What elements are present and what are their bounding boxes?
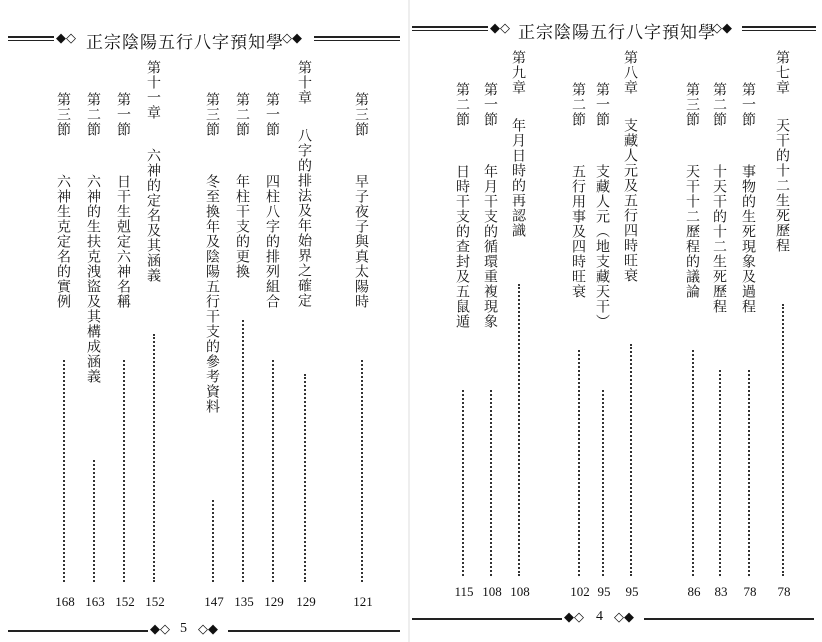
entry-title: 日干生剋定六神名稱 [115,174,131,309]
entry-page-number: 78 [743,584,757,599]
header-title: 正宗陰陽五行八字預知學 [86,33,284,53]
ornament-icon: ◇◆ [198,622,218,637]
entry-title: 年月日時的再認識 [510,118,526,238]
entry-page-number: 129 [264,594,284,609]
ornament-icon: ◇◆ [712,21,732,36]
dot-leader [719,370,721,576]
footer-rule [412,618,562,620]
chapter-label: 第九章 [510,50,526,95]
entry-page-number: 168 [55,594,75,609]
footer-rule [228,630,400,632]
entry-title: 四柱八字的排列組合 [264,174,280,309]
dot-leader [602,390,604,576]
header-rule-right [314,36,400,41]
footer-rule [8,630,148,632]
page-number: 4 [596,609,603,624]
section-label: 第一節 [482,82,498,127]
entry-page-number: 108 [510,584,530,599]
dot-leader [304,374,306,582]
dot-leader [782,304,784,576]
entry-page-number: 115 [454,584,474,599]
entry-title: 事物的生死現象及過程 [740,164,756,314]
chapter-label: 第八章 [622,50,638,95]
chapter-label: 第七章 [774,50,790,95]
dot-leader [242,320,244,582]
ornament-icon: ◆◇ [56,31,76,46]
left-page [0,0,408,642]
entry-title: 五行用事及四時旺衰 [570,164,586,299]
dot-leader [692,350,694,576]
entry-page-number: 83 [714,584,728,599]
ornament-icon: ◇◆ [282,31,302,46]
entry-title: 冬至換年及陰陽五行干支的參考資料 [204,174,220,414]
section-label: 第二節 [570,82,586,127]
entry-title: 年月干支的循環重複現象 [482,164,498,329]
entry-title: 十天干的十二生死歷程 [711,164,727,314]
dot-leader [361,360,363,582]
entry-title: 六神生克定名的實例 [55,174,71,309]
entry-title: 六神的定名及其涵義 [145,148,161,283]
entry-page-number: 152 [145,594,165,609]
entry-title: 支藏人元及五行四時旺衰 [622,118,638,283]
right-page [410,0,822,642]
entry-page-number: 121 [353,594,373,609]
entry-page-number: 95 [625,584,639,599]
entry-title: 支藏人元（地支藏天干） [594,164,610,329]
page-number: 5 [180,621,187,636]
entry-title: 日時干支的查封及五鼠遁 [454,164,470,329]
entry-title: 年柱干支的更換 [234,174,250,279]
section-label: 第二節 [85,92,101,137]
footer-rule [644,618,814,620]
entry-page-number: 86 [687,584,701,599]
header-rule-left [412,26,488,31]
entry-page-number: 78 [777,584,791,599]
ornament-icon: ◇◆ [614,610,634,625]
section-label: 第三節 [55,92,71,137]
entry-title: 八字的排法及年始界之確定 [296,128,312,308]
section-label: 第二節 [234,92,250,137]
entry-title: 早子夜子與真太陽時 [353,174,369,309]
dot-leader [153,334,155,582]
chapter-label: 第十章 [296,60,312,105]
section-label: 第三節 [204,92,220,137]
header-rule-right [742,26,816,31]
entry-title: 天干十二歷程的議論 [684,164,700,299]
entry-page-number: 102 [570,584,590,599]
dot-leader [630,344,632,576]
entry-page-number: 152 [115,594,135,609]
ornament-icon: ◆◇ [490,21,510,36]
entry-page-number: 108 [482,584,502,599]
section-label: 第三節 [684,82,700,127]
dot-leader [212,500,214,582]
chapter-label: 第十一章 [145,60,161,120]
section-label: 第三節 [353,92,369,137]
entry-title: 天干的十二生死歷程 [774,118,790,253]
dot-leader [63,360,65,582]
section-label: 第二節 [454,82,470,127]
dot-leader [748,370,750,576]
dot-leader [272,360,274,582]
entry-page-number: 163 [85,594,105,609]
header-title: 正宗陰陽五行八字預知學 [518,23,716,43]
ornament-icon: ◆◇ [564,610,584,625]
entry-page-number: 147 [204,594,224,609]
dot-leader [462,390,464,576]
dot-leader [93,460,95,582]
dot-leader [123,360,125,582]
section-label: 第一節 [264,92,280,137]
entry-page-number: 135 [234,594,254,609]
dot-leader [490,390,492,576]
section-label: 第一節 [115,92,131,137]
section-label: 第一節 [594,82,610,127]
dot-leader [578,350,580,576]
entry-page-number: 95 [597,584,611,599]
section-label: 第二節 [711,82,727,127]
entry-page-number: 129 [296,594,316,609]
ornament-icon: ◆◇ [150,622,170,637]
section-label: 第一節 [740,82,756,127]
dot-leader [518,284,520,576]
entry-title: 六神的生扶克洩盜及其構成涵義 [85,174,101,384]
header-rule-left [8,36,54,41]
